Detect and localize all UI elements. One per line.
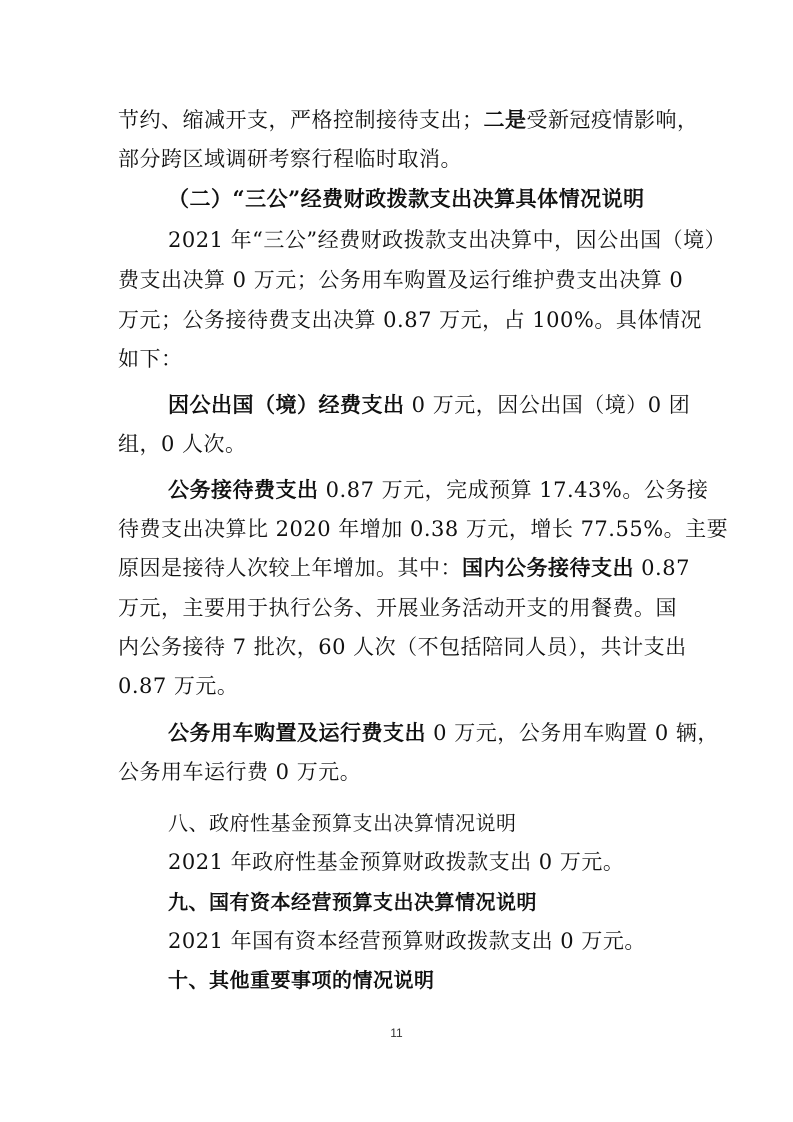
text-run: 待费支出决算比 2020 年增加 0.38 万元，增长 77.55%。主要 (118, 517, 729, 541)
text-run-bold: （二）“三公”经费财政拨款支出决算具体情况说明 (168, 186, 645, 211)
body-text-line (118, 306, 702, 334)
text-run-bold: 九、国有资本经营预算支出决算情况说明 (168, 890, 537, 914)
body-text-line (168, 848, 624, 876)
text-run: 2021 年“三公”经费财政拨款支出决算中，因公出国（境） (168, 228, 727, 252)
body-text-line (118, 554, 690, 582)
body-text-line (118, 145, 462, 173)
text-run-bold: 国内公务接待支出 (462, 555, 634, 580)
text-run: 公务用车运行费 0 万元。 (118, 760, 362, 784)
text-run: 2021 年国有资本经营预算财政拨款支出 0 万元。 (168, 929, 646, 953)
text-run: 0.87 万元，完成预算 17.43%。公务接 (318, 478, 709, 502)
body-text-line (118, 266, 683, 294)
section-heading (168, 888, 537, 916)
body-text-line (118, 758, 361, 786)
section-heading (168, 185, 645, 213)
text-run: 费支出决算 0 万元；公务用车购置及运行维护费支出决算 0 (118, 268, 684, 292)
body-text-line (118, 345, 183, 373)
body-text-line (168, 927, 646, 955)
page-number: 11 (390, 1026, 403, 1040)
text-run: 0.87 (634, 556, 690, 580)
section-heading (168, 966, 435, 994)
body-text-line (118, 594, 677, 622)
text-run-bold: 二是 (483, 107, 527, 132)
text-run: 如下： (118, 347, 183, 371)
text-run: 受新冠疫情影响， (526, 108, 699, 132)
text-run-bold: 因公出国（境）经费支出 (168, 392, 405, 417)
text-run: 内公务接待 7 批次，60 人次（不包括陪同人员），共计支出 (118, 635, 687, 659)
body-text-line (118, 672, 238, 700)
body-text-line (168, 391, 690, 419)
text-run: 节约、缩减开支，严格控制接待支出； (118, 108, 484, 132)
text-run: 2021 年政府性基金预算财政拨款支出 0 万元。 (168, 850, 625, 874)
text-run: 组，0 人次。 (118, 432, 247, 456)
text-run: 0 万元，因公出国（境）0 团 (404, 393, 691, 417)
text-run-bold: 十、其他重要事项的情况说明 (168, 968, 435, 992)
body-text-line (118, 515, 728, 543)
body-text-line (168, 476, 708, 504)
text-run: 万元；公务接待费支出决算 0.87 万元，占 100%。具体情况 (118, 308, 702, 332)
text-run-bold: 公务用车购置及运行费支出 (168, 720, 426, 745)
text-run: 0.87 万元。 (118, 674, 239, 698)
text-run-bold: 公务接待费支出 (168, 477, 319, 502)
text-run: 原因是接待人次较上年增加。其中： (118, 556, 462, 580)
text-run: 八、政府性基金预算支出决算情况说明 (168, 811, 517, 835)
text-run: 部分跨区域调研考察行程临时取消。 (118, 147, 462, 171)
text-run: 0 万元，公务用车购置 0 辆， (426, 721, 719, 745)
section-heading (168, 809, 517, 837)
body-text-line (168, 226, 726, 254)
body-text-line (168, 719, 719, 747)
text-run: 万元，主要用于执行公务、开展业务活动开支的用餐费。国 (118, 596, 677, 620)
body-text-line (118, 430, 247, 458)
body-text-line (118, 633, 687, 661)
body-text-line (118, 106, 699, 134)
